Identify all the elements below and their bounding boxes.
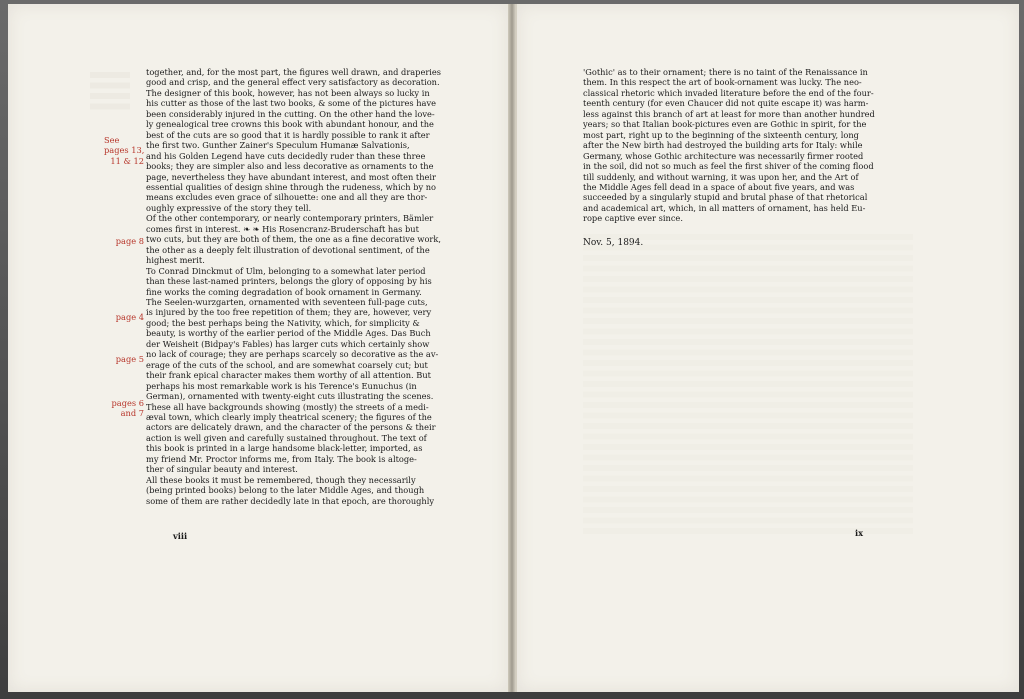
left-text-line: page, nevertheless they have abundant interest, and most often their: [146, 171, 436, 182]
right-text-line: in the soil, did not so much as feel the first shiver of the coming flood: [583, 161, 874, 172]
right-text-line: classical rhetoric which invaded literature before the end of the four-: [583, 87, 874, 98]
margin-note-page-5: page 5: [115, 354, 144, 364]
left-text-line: good and crisp, and the general effect very satisfactory as decoration.: [146, 77, 440, 88]
left-text-line: is injured by the too free repetition of them; they are, however, very: [146, 307, 432, 318]
left-text-line: (being printed books) belong to the later Middle Ages, and though: [146, 485, 425, 496]
right-text-line: after the New birth had destroyed the building arts for Italy: while: [583, 140, 863, 151]
left-text-line: ly genealogical tree crowns this book with abundant honour, and the: [146, 119, 434, 130]
left-text-line: The Seelen-wurzgarten, ornamented with seventeen full-page cuts,: [146, 296, 428, 307]
left-text-line: German), ornamented with twenty-eight cuts illustrating the scenes.: [146, 391, 434, 402]
right-page-body: [583, 67, 913, 224]
right-text-line: rope captive ever since.: [583, 213, 683, 224]
left-text-line: and his Golden Legend have cuts decidedly ruder than these three: [146, 150, 426, 161]
right-text-line: succeeded by a singularly stupid and brutal phase of that rhetorical: [583, 192, 868, 203]
left-text-line: fine works the coming degradation of book ornament in Germany.: [146, 286, 422, 297]
left-text-line: some of them are rather decidedly late in that epoch, are thoroughly: [146, 495, 435, 506]
folio-left: viii: [173, 531, 188, 541]
left-text-line: These all have backgrounds showing (mostly) the streets of a medi-: [146, 401, 429, 412]
show-through-text: [583, 234, 913, 534]
left-text-line: been considerably injured in the cutting. On the other hand the love-: [146, 108, 435, 119]
left-page: [8, 4, 509, 692]
left-text-line: the first two. Gunther Zainer's Speculum Humanæ Salvationis,: [146, 140, 410, 151]
left-text-line: Of the other contemporary, or nearly contemporary printers, Bämler: [146, 213, 434, 224]
left-page-body: [146, 67, 466, 506]
margin-note-pages-13: pages 13,: [104, 145, 145, 155]
left-text-line: his cutter as those of the last two books, & some of the pictures have: [146, 98, 436, 109]
left-text-line: æval town, which clearly imply theatrical scenery; the figures of the: [146, 411, 432, 422]
gutter: [508, 4, 516, 692]
left-text-line: than these last-named printers, belongs the glory of opposing by his: [146, 276, 432, 287]
margin-note-11-12: 11 & 12: [110, 156, 144, 166]
right-text-line: teenth century (for even Chaucer did not quite escape it) was harm-: [583, 98, 869, 109]
right-text-line: and academical art, which, in all matters of ornament, has held Eu-: [583, 202, 866, 213]
left-text-line: the other as a deeply felt illustration of devotional sentiment, of the: [146, 244, 430, 255]
right-text-line: most part, right up to the beginning of the sixteenth century, long: [583, 129, 859, 140]
right-text-line: the Middle Ages fell dead in a space of about five years, and was: [583, 181, 855, 192]
right-text-line: Germany, whose Gothic architecture was necessarily firmer rooted: [583, 150, 864, 161]
margin-note-and-7: and 7: [120, 408, 144, 418]
margin-note-see: See: [104, 135, 120, 145]
left-text-line: beauty, is worthy of the earlier period of the Middle Ages. Das Buch: [146, 328, 431, 339]
left-text-line: perhaps his most remarkable work is his Terence's Eunuchus (in: [146, 380, 417, 391]
folio-right: ix: [855, 528, 864, 538]
show-through-text: [90, 72, 130, 112]
left-text-line: actors are delicately drawn, and the character of the persons & their: [146, 422, 436, 433]
margin-note-pages-6: pages 6: [111, 398, 144, 408]
left-text-line: oughly expressive of the story they tell.: [146, 202, 312, 213]
left-text-line: together, and, for the most part, the figures well drawn, and draperies: [146, 67, 442, 77]
margin-note-page-8: page 8: [115, 236, 144, 246]
right-text-line: till suddenly, and without warning, it was upon her, and the Art of: [583, 171, 859, 182]
left-text-line: der Weisheit (Bidpay's Fables) has larger cuts which certainly show: [146, 338, 430, 349]
left-text-line: good; the best perhaps being the Nativity, which, for simplicity &: [146, 317, 420, 328]
right-text-line: years; so that Italian book-pictures even are Gothic in spirit, for the: [583, 119, 867, 130]
left-text-line: comes first in interest. ❧ ❧ His Rosencranz-Bruderschaft has but: [146, 223, 419, 234]
left-text-line: no lack of courage; they are perhaps scarcely so decorative as the av-: [146, 349, 439, 360]
left-text-line: essential qualities of design shine through the rudeness, which by no: [146, 181, 437, 192]
left-text-line: All these books it must be remembered, though they necessarily: [146, 474, 416, 485]
date-line: Nov. 5, 1894.: [583, 238, 644, 248]
left-text-line: my friend Mr. Proctor informs me, from Italy. The book is altoge-: [146, 453, 417, 464]
right-text-line: less against this branch of art at least for more than another hundred: [583, 108, 875, 119]
left-text-line: The designer of this book, however, has not been always so lucky in: [146, 87, 430, 98]
left-text-line: best of the cuts are so good that it is hardly possible to rank it after: [146, 129, 430, 140]
right-text-line: 'Gothic' as to their ornament; there is no taint of the Renaissance in: [583, 67, 868, 77]
left-text-line: means excludes even grace of silhouette: one and all they are thor-: [146, 192, 428, 203]
left-text-line: books; they are simpler also and less decorative as ornaments to the: [146, 161, 434, 172]
right-text-line: them. In this respect the art of book-ornament was lucky. The neo-: [583, 77, 862, 88]
margin-note-page-4: page 4: [115, 312, 144, 322]
left-text-line: erage of the cuts of the school, and are somewhat coarsely cut; but: [146, 359, 428, 370]
left-text-line: highest merit.: [146, 255, 205, 266]
right-page: [516, 4, 1019, 692]
left-text-line: this book is printed in a large handsome black-letter, imported, as: [146, 443, 423, 454]
left-text-line: action is well given and carefully sustained throughout. The text of: [146, 432, 427, 443]
left-text-line: To Conrad Dinckmut of Ulm, belonging to a somewhat later period: [146, 265, 426, 276]
left-text-line: two cuts, but they are both of them, the one as a fine decorative work,: [146, 234, 441, 245]
left-text-line: their frank epical character makes them worthy of all attention. But: [146, 370, 431, 381]
left-text-line: ther of singular beauty and interest.: [146, 464, 298, 475]
